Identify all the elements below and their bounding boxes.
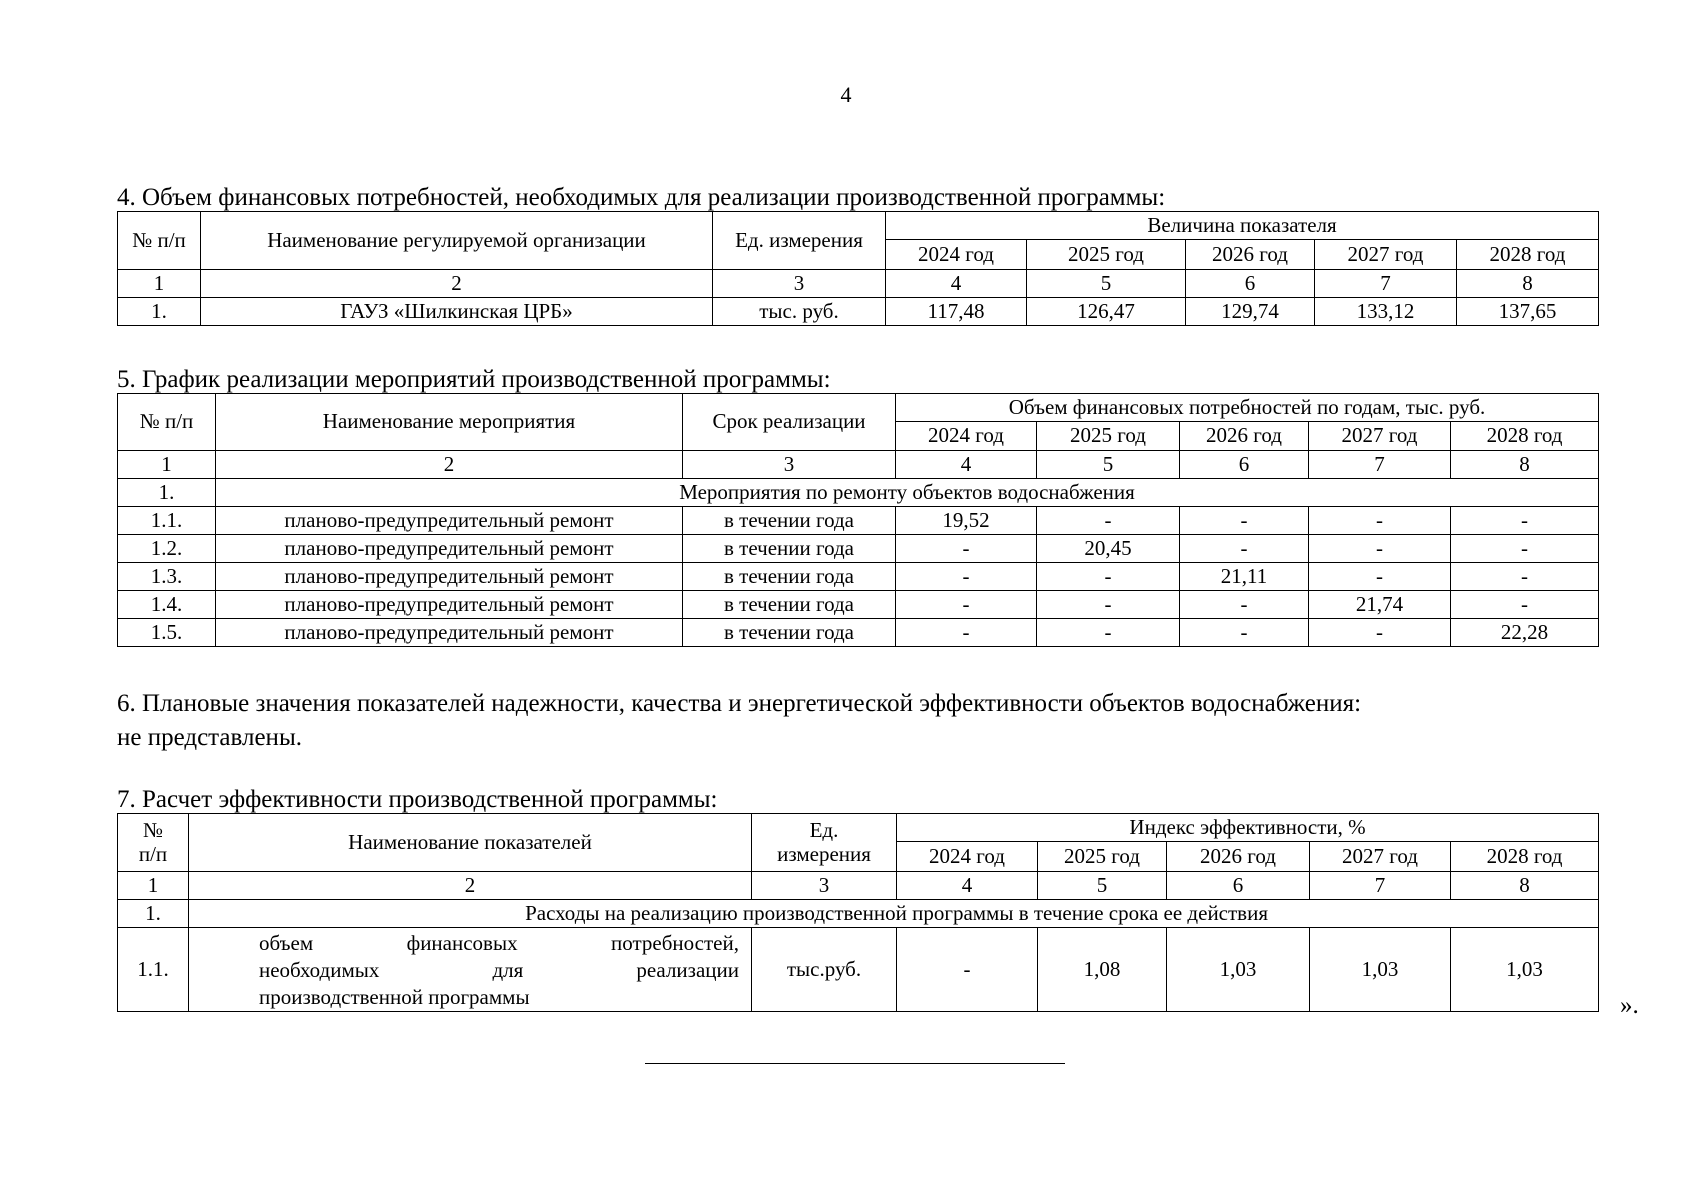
column-number: 3 [752,872,897,900]
table-row [118,591,1599,619]
row-num: 1.1. [118,928,189,1012]
row-value: 1,03 [1167,928,1310,1012]
row-num: 1. [118,298,201,326]
row-value: - [1180,535,1309,563]
header-group: Величина показателя [886,212,1599,240]
column-number: 8 [1451,451,1599,479]
row-unit: тыс.руб. [752,928,897,1012]
row-value: - [896,535,1037,563]
row-num: 1.4. [118,591,216,619]
header-group: Объем финансовых потребностей по годам, тыс. руб. [896,394,1599,422]
table-row [118,535,1599,563]
row-value: - [896,619,1037,647]
header-year: 2027 год [1310,842,1451,872]
section-6-line-1: 6. Плановые значения показателей надежности, качества и энергетической эффективности объектов водоснабжения: [117,690,1362,717]
row-num: 1.1. [118,507,216,535]
section-6-paragraph [117,687,1361,755]
table-row [118,619,1599,647]
row-value: 20,45 [1037,535,1180,563]
row-term: в течении года [683,507,896,535]
row-num: 1.5. [118,619,216,647]
column-number: 4 [886,270,1027,298]
group-row [118,900,1599,928]
column-number: 2 [216,451,683,479]
row-value: - [1037,591,1180,619]
header-num-line-2: п/п [138,841,168,866]
section-7-title: 7. Расчет эффективности производственной программы: [117,786,718,813]
column-numbers-row [118,270,1599,298]
column-number: 3 [683,451,896,479]
row-value: - [1180,591,1309,619]
row-value: - [896,591,1037,619]
group-row [118,479,1599,507]
column-number: 1 [118,270,201,298]
header-year: 2024 год [886,240,1027,270]
column-number: 8 [1451,872,1599,900]
financial-needs-table [117,211,1599,326]
row-num: 1.2. [118,535,216,563]
row-value: - [1180,619,1309,647]
column-number: 2 [189,872,752,900]
header-unit [752,814,897,872]
column-number: 5 [1038,872,1167,900]
column-numbers-row [118,872,1599,900]
row-org-name: ГАУЗ «Шилкинская ЦРБ» [201,298,713,326]
column-number: 3 [713,270,886,298]
column-number: 1 [118,872,189,900]
section-4-title: 4. Объем финансовых потребностей, необходимых для реализации производственной программы: [117,184,1166,211]
header-year: 2028 год [1451,842,1599,872]
column-number: 6 [1180,451,1309,479]
closing-quote: ». [1620,992,1639,1019]
row-value: 19,52 [896,507,1037,535]
row-term: в течении года [683,591,896,619]
row-value: 21,11 [1180,563,1309,591]
row-value: 22,28 [1451,619,1599,647]
row-value: 133,12 [1315,298,1457,326]
header-year: 2026 год [1167,842,1310,872]
row-name-line-3: производственной программы [259,985,530,1009]
header-num [118,814,189,872]
header-unit-line-2: измерения [777,841,871,866]
group-row-name: Расходы на реализацию производственной программы в течение срока ее действия [189,900,1599,928]
header-year: 2027 год [1309,422,1451,451]
table-row [118,563,1599,591]
row-name-line-1: объем финансовых потребностей, [259,931,739,955]
row-value: - [1037,507,1180,535]
header-name: Наименование мероприятия [216,394,683,451]
row-value: - [1451,507,1599,535]
row-num: 1. [118,479,216,507]
row-num: 1. [118,900,189,928]
header-year: 2025 год [1027,240,1186,270]
row-name: планово-предупредительный ремонт [216,507,683,535]
row-name: планово-предупредительный ремонт [216,619,683,647]
row-name: планово-предупредительный ремонт [216,563,683,591]
column-number: 4 [896,451,1037,479]
header-year: 2026 год [1180,422,1309,451]
header-year: 2026 год [1186,240,1315,270]
row-value: - [1309,619,1451,647]
row-value: 1,03 [1451,928,1599,1012]
column-number: 7 [1315,270,1457,298]
row-value: 137,65 [1457,298,1599,326]
row-value: 21,74 [1309,591,1451,619]
row-value: - [1451,591,1599,619]
row-term: в течении года [683,535,896,563]
row-value: - [1309,535,1451,563]
row-term: в течении года [683,619,896,647]
section-5-title: 5. График реализации мероприятий производственной программы: [117,366,831,393]
row-indicator-name [189,928,752,1012]
row-value: - [897,928,1038,1012]
column-number: 5 [1037,451,1180,479]
column-number: 7 [1309,451,1451,479]
row-value: 1,03 [1310,928,1451,1012]
row-value: - [1309,507,1451,535]
row-unit: тыс. руб. [713,298,886,326]
header-year: 2024 год [896,422,1037,451]
row-value: - [1037,619,1180,647]
column-number: 7 [1310,872,1451,900]
column-number: 4 [897,872,1038,900]
header-year: 2025 год [1037,422,1180,451]
footer-rule [645,1063,1065,1064]
table-row [118,507,1599,535]
header-num: № п/п [118,394,216,451]
column-number: 6 [1167,872,1310,900]
row-value: - [1309,563,1451,591]
header-year: 2024 год [897,842,1038,872]
header-year: 2027 год [1315,240,1457,270]
header-year: 2025 год [1038,842,1167,872]
row-name-line-2: необходимых для реализации [259,958,739,982]
column-numbers-row [118,451,1599,479]
row-value: 126,47 [1027,298,1186,326]
header-unit-line-1: Ед. [809,818,839,843]
row-value: 117,48 [886,298,1027,326]
column-number: 5 [1027,270,1186,298]
column-number: 1 [118,451,216,479]
header-term: Срок реализации [683,394,896,451]
column-number: 8 [1457,270,1599,298]
row-name: планово-предупредительный ремонт [216,591,683,619]
efficiency-table [117,813,1599,1012]
row-name: планово-предупредительный ремонт [216,535,683,563]
row-value: - [896,563,1037,591]
row-value: 129,74 [1186,298,1315,326]
row-value: - [1037,563,1180,591]
column-number: 2 [201,270,713,298]
schedule-table [117,393,1599,647]
row-term: в течении года [683,563,896,591]
row-value: - [1180,507,1309,535]
header-num: № п/п [118,212,201,270]
header-year: 2028 год [1457,240,1599,270]
row-value: - [1451,563,1599,591]
header-org: Наименование регулируемой организации [201,212,713,270]
header-unit: Ед. измерения [713,212,886,270]
row-num: 1.3. [118,563,216,591]
header-num-line-1: № [142,818,164,843]
group-row-name: Мероприятия по ремонту объектов водоснабжения [216,479,1599,507]
row-value: 1,08 [1038,928,1167,1012]
row-value: - [1451,535,1599,563]
page-number: 4 [840,82,852,107]
header-group: Индекс эффективности, % [897,814,1599,842]
header-year: 2028 год [1451,422,1599,451]
column-number: 6 [1186,270,1315,298]
section-6-line-2: не представлены. [117,724,302,751]
table-row [118,928,1599,1012]
table-row [118,298,1599,326]
header-name: Наименование показателей [189,814,752,872]
